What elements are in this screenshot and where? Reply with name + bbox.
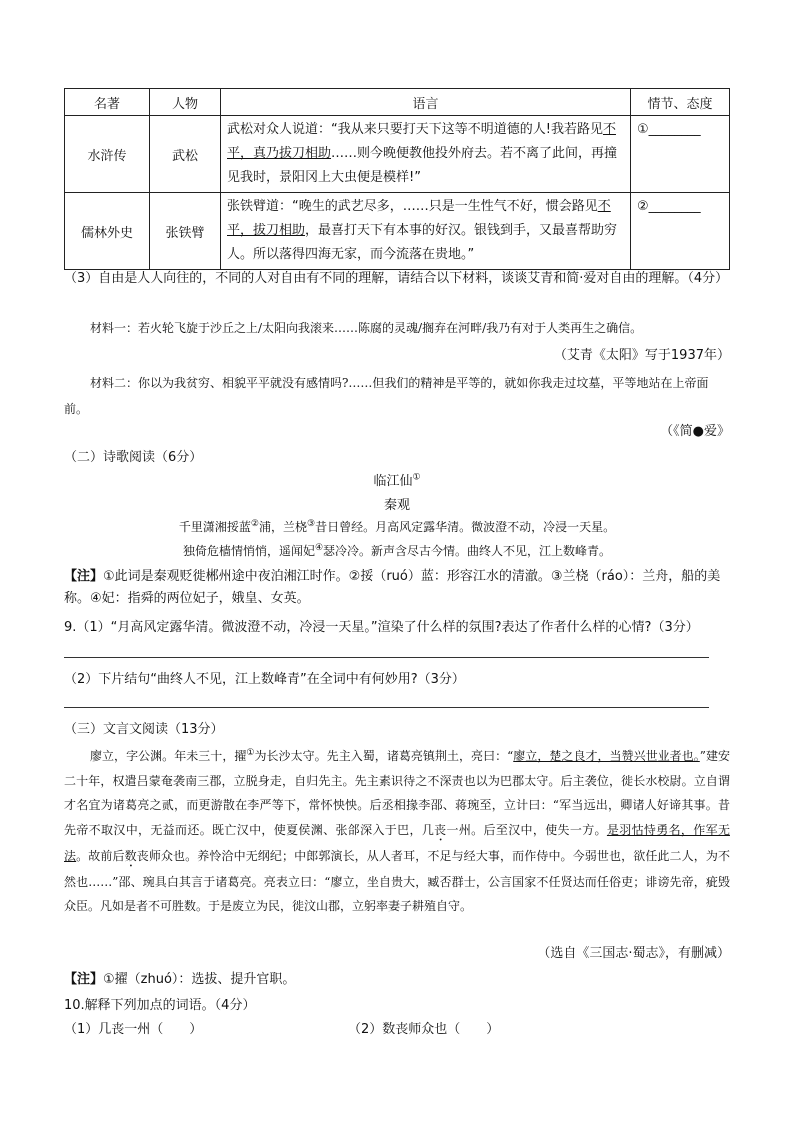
book-cell: 水浒传: [65, 116, 150, 193]
prose-text: ”建安二十年，权遣吕蒙奄袭南三郡，立脱身走，自归先主。先主素识待之不深责也以为巴郡太守。后主袭位，徙长水校尉。立自谓才名宜为诸葛亮之贰，而更游散在李严等下，常怀怏怏。后丞相掾李邵、蒋琬至，立计曰：“军当远出，卿诸人好谛其事。昔先帝不取汉中，无益而还。既亡汉中，使夏侯渊、张郃深入于巴，几: [64, 749, 730, 837]
poem-text: 独倚危樯情悄悄，遥闻妃: [182, 544, 315, 558]
speech-underlined: 不平，真乃拔刀相助: [227, 122, 616, 161]
note-text: ①此词是秦观贬徙郴州途中夜泊湘江时作。②挼（ruó）蓝：形容江水的清澈。③兰桡（ráo）：兰舟，船的美称。④妃：指舜的两位妃子，娥皇、女英。: [64, 569, 721, 606]
note-label: 【注】: [64, 972, 104, 987]
answer-blank-2[interactable]: ②________: [631, 193, 730, 270]
poem-text: 昔日曾经。月高风定露华清。微波澄不动，冷浸一天星。: [315, 520, 616, 534]
answer-line[interactable]: [64, 707, 709, 708]
poem-text: 瑟冷冷。新声含尽古今情。曲终人不见，江上数峰青。: [323, 544, 612, 558]
prose-underlined: 是羽怙恃勇名，作军无法: [64, 822, 730, 863]
answer-line[interactable]: [64, 657, 709, 658]
poem-text: 千里潇湘挼蓝: [178, 520, 251, 534]
header-speech: 语言: [221, 89, 631, 116]
prose-underlined: 廖立，楚之良才，当赞兴世业者也。: [513, 749, 700, 763]
speech-text: ……则今晚便教他投外府去。若不离了此间，再撞见我时，景阳冈上大虫便是模样!”: [227, 146, 618, 185]
speech-cell: [221, 116, 631, 193]
header-plot: 情节、态度: [631, 89, 730, 116]
poem-author: 秦观: [383, 498, 410, 513]
prose-text: 为长沙太守。先主入蜀，诸葛亮镇荆土，亮曰：“: [254, 749, 514, 763]
prose-note: [64, 968, 728, 987]
prose-note-mark: ①: [246, 748, 255, 758]
answer-blank-1[interactable]: ①________: [631, 116, 730, 193]
poem-line-2: [64, 542, 730, 559]
speech-text: 张铁臂道：“晚生的武艺尽多，……只是一生性气不好，惯会路见: [227, 199, 598, 214]
table-header-row: [65, 89, 730, 116]
prose-section-title: （三）文言文阅读（13分）: [64, 722, 224, 737]
poem-text: 浦，兰桡: [258, 520, 307, 534]
poem-note-mark: ②: [250, 519, 259, 529]
person-cell: 武松: [150, 116, 221, 193]
speech-underlined: 不平，拔刀相助: [227, 199, 611, 238]
speech-cell: [221, 193, 631, 270]
poem-section-title: （二）诗歌阅读（6分）: [64, 450, 203, 465]
material-1-source: （艾青《太阳》写于1937年）: [553, 348, 730, 363]
dotted-word: 数: [124, 848, 137, 863]
table-row: [65, 193, 730, 270]
question-10-1[interactable]: （1）几丧一州（ ）: [64, 1022, 203, 1037]
table-row: [65, 116, 730, 193]
speech-text: ，最喜打天下有本事的好汉。银钱到手，又最喜帮助穷人。所以落得四海无家，而今流落在贵地。”: [227, 223, 618, 262]
material-2: 材料二：你以为我贫穷、相貌平平就没有感情吗?……但我们的精神是平等的，就如你我走过坟墓，平等地站在上帝面前。: [64, 376, 709, 416]
prose-source: （选自《三国志·蜀志》，有删减）: [537, 946, 730, 961]
poem-note: [64, 566, 730, 610]
book-cell: 儒林外史: [65, 193, 150, 270]
poem-title-text: 临江仙: [373, 474, 413, 489]
note-label: 【注】: [64, 569, 104, 584]
material-2-source: （《简●爱》: [660, 424, 730, 439]
question-9-2: （2）下片结句“曲终人不见，江上数峰青”在全词中有何妙用?（3分）: [64, 672, 465, 687]
dotted-word: 丧: [434, 822, 447, 837]
comparison-table: [64, 88, 730, 270]
prose-text: 。故前后: [76, 848, 125, 863]
speech-text: 武松对众人说道：“我从来只要打天下这等不明道德的人!我若路见: [227, 122, 603, 137]
question-9-1: 9.（1）“月高风定露华清。微波澄不动，冷浸一天星。”渲染了什么样的氛围?表达了作者什么样的心情?（3分）: [64, 620, 699, 635]
prose-text: 一州。后至汉中，使失一方。: [446, 822, 607, 837]
prose-text: 丧师众也。养怜洽中无纲纪；中郎郭演长，从人者耳，不足与经大事，而作侍中。今弱世也，欲任此二人，为不然也……”邵、琬具白其言于诸葛亮。亮表立曰：“廖立，坐自贵大，臧否群士，公言国家不任贤达而任俗吏；诽谤先帝，疵毁众臣。凡如是者不可胜数。于是废立为民，徙汶山郡，立躬率妻子耕殖自守。: [64, 848, 730, 913]
prose-passage: [64, 741, 730, 919]
poem-note-mark: ③: [307, 519, 316, 529]
question-10-2[interactable]: （2）数丧师众也（ ）: [348, 1022, 500, 1037]
person-cell: 张铁臂: [150, 193, 221, 270]
poem-line-1: [64, 518, 730, 535]
header-book: 名著: [65, 89, 150, 116]
note-text: ①擢（zhuó）：选拔、提升官职。: [103, 972, 296, 987]
poem-title-note: ①: [412, 472, 421, 483]
header-person: 人物: [150, 89, 221, 116]
prose-text: 廖立，字公渊。年未三十，擢: [90, 749, 247, 763]
poem-note-mark: ④: [314, 543, 324, 553]
material-1: 材料一：若火轮飞旋于沙丘之上/太阳向我滚来……陈腐的灵魂/搁弃在河畔/我乃有对于人类再生之确信。: [90, 321, 643, 335]
question-10: 10.解释下列加点的词语。（4分）: [64, 998, 256, 1013]
question-3: （3）自由是人人向往的，不同的人对自由有不同的理解，请结合以下材料，谈谈艾青和简·爱对自由的理解。（4分）: [64, 271, 729, 286]
poem-title: [64, 470, 730, 489]
